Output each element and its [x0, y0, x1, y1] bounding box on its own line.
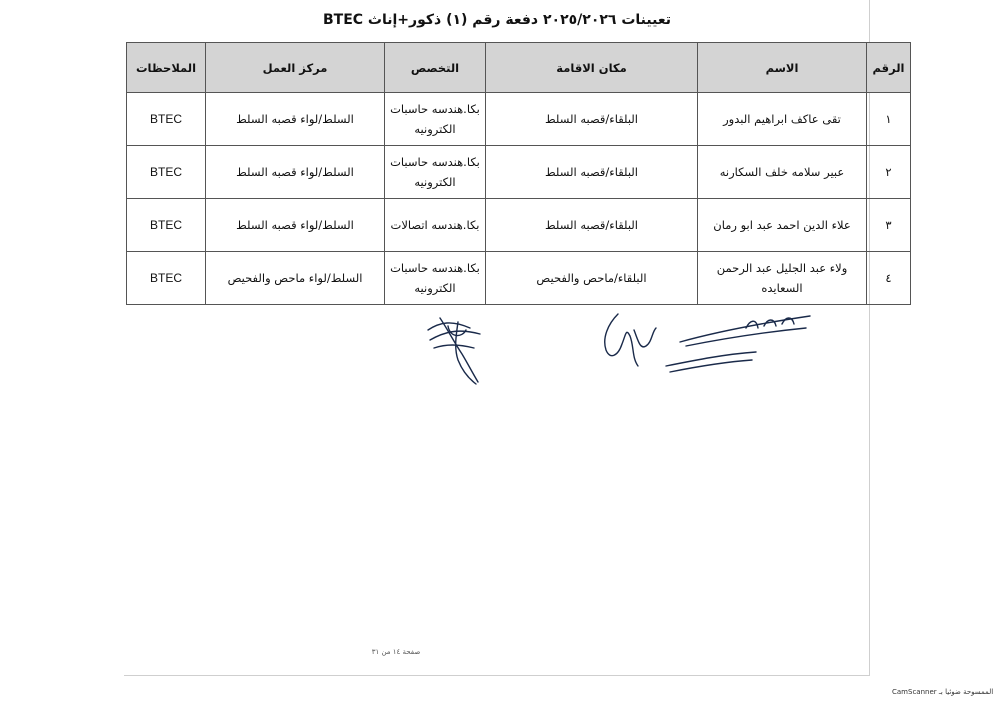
cell-number: ٤ [867, 252, 911, 305]
header-notes: الملاحظات [127, 43, 206, 93]
header-name: الاسم [698, 43, 867, 93]
cell-specialization: بكا.هندسه حاسبات الكترونيه [385, 252, 486, 305]
cell-number: ٢ [867, 146, 911, 199]
cell-notes: BTEC [127, 146, 206, 199]
document-title: تعيينات ٢٠٢٥/٢٠٢٦ دفعة رقم (١) ذكور+إناث BTEC [322, 12, 671, 28]
table-row [127, 93, 911, 146]
cell-number: ١ [867, 93, 911, 146]
signature-left [418, 308, 498, 388]
header-specialization: التخصص [385, 43, 486, 93]
page-number-footer: صفحة ١٤ من ٣١ [371, 648, 421, 656]
cell-number: ٣ [867, 199, 911, 252]
table-row [127, 146, 911, 199]
header-workplace: مركز العمل [206, 43, 385, 93]
cell-name: تقى عاكف ابراهيم البدور [698, 93, 867, 146]
cell-notes: BTEC [127, 93, 206, 146]
cell-specialization: بكا.هندسه حاسبات الكترونيه [385, 93, 486, 146]
header-number: الرقم [867, 43, 911, 93]
cell-specialization: بكا.هندسه اتصالات [385, 199, 486, 252]
cell-notes: BTEC [127, 252, 206, 305]
cell-workplace: السلط/لواء قصبه السلط [206, 93, 385, 146]
cell-workplace: السلط/لواء قصبه السلط [206, 199, 385, 252]
cell-residence: البلقاء/قصبه السلط [486, 146, 698, 199]
cell-workplace: السلط/لواء ماحص والفحيص [206, 252, 385, 305]
cell-notes: BTEC [127, 199, 206, 252]
scanner-watermark: الممسوحة ضوئيا بـ CamScanner [892, 688, 994, 696]
cell-specialization: بكا.هندسه حاسبات الكترونيه [385, 146, 486, 199]
appointments-table [126, 42, 911, 305]
cell-name: ولاء عبد الجليل عبد الرحمن السعايده [698, 252, 867, 305]
table-header-row [127, 43, 911, 93]
cell-name: عبير سلامه خلف السكارنه [698, 146, 867, 199]
cell-workplace: السلط/لواء قصبه السلط [206, 146, 385, 199]
cell-residence: البلقاء/قصبه السلط [486, 199, 698, 252]
signature-right [596, 306, 818, 380]
cell-residence: البلقاء/ماحص والفحيص [486, 252, 698, 305]
header-residence: مكان الاقامة [486, 43, 698, 93]
table-row [127, 199, 911, 252]
cell-name: علاء الدين احمد عبد ابو رمان [698, 199, 867, 252]
cell-residence: البلقاء/قصبه السلط [486, 93, 698, 146]
table-row [127, 252, 911, 305]
